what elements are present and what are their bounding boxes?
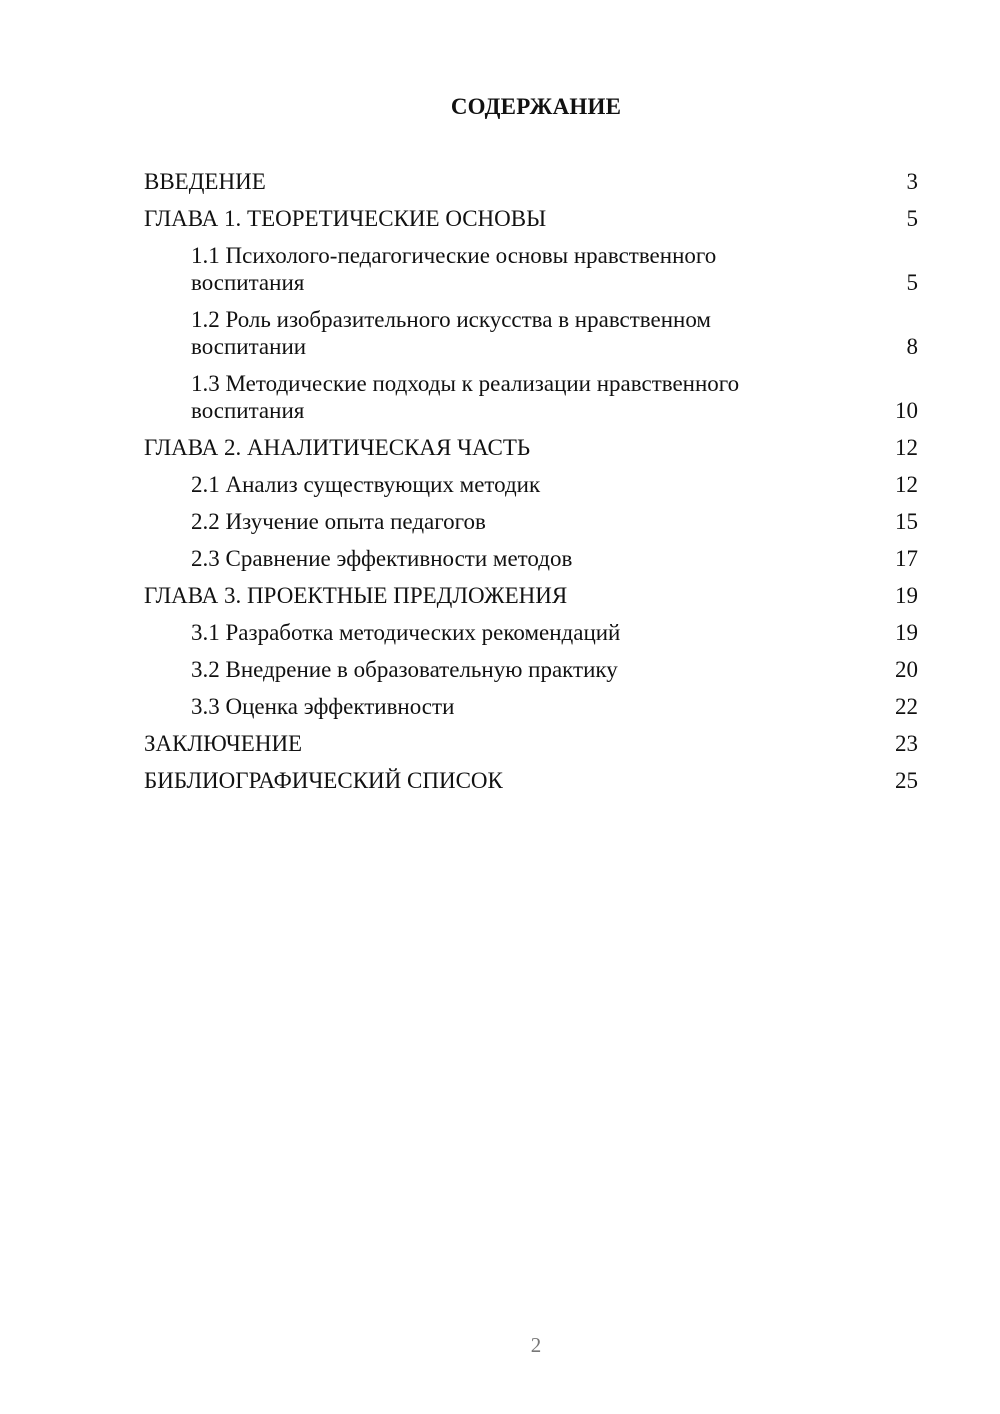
toc-entry-page: 12 [895,435,918,460]
toc-entry-page: 8 [906,334,918,359]
toc-entry-label: 3.1 Разработка методических рекомендаций [191,620,621,645]
toc-entry-chapter-3 [144,582,918,609]
table-of-contents [144,168,918,804]
page-number: 2 [530,1333,542,1357]
toc-entry-page: 19 [895,620,918,645]
toc-entry-chapter-1 [144,205,918,232]
toc-entry-page: 17 [895,546,918,571]
toc-entry-section-2-3 [144,545,918,572]
toc-entry-section-1-3 [144,370,918,424]
toc-entry-section-2-1 [144,471,918,498]
toc-entry-page: 3 [906,169,918,194]
toc-entry-page: 19 [895,583,918,608]
toc-entry-label: ГЛАВА 3. ПРОЕКТНЫЕ ПРЕДЛОЖЕНИЯ [144,583,568,608]
toc-entry-page: 5 [906,270,918,295]
toc-entry-page: 25 [895,768,918,793]
page-title: СОДЕРЖАНИЕ [450,94,622,119]
toc-entry-page: 20 [895,657,918,682]
toc-entry-section-3-2 [144,656,918,683]
toc-entry-page: 10 [895,398,918,423]
toc-entry-bibliography [144,767,918,794]
toc-entry-page: 22 [895,694,918,719]
toc-entry-conclusion [144,730,918,757]
toc-entry-page: 12 [895,472,918,497]
toc-entry-page: 15 [895,509,918,534]
toc-entry-introduction [144,168,918,195]
toc-entry-section-1-1 [144,242,918,296]
toc-entry-section-3-3 [144,693,918,720]
toc-entry-label: БИБЛИОГРАФИЧЕСКИЙ СПИСОК [144,768,503,793]
toc-entry-section-3-1 [144,619,918,646]
toc-entry-label: ВВЕДЕНИЕ [144,169,266,194]
toc-entry-label: ЗАКЛЮЧЕНИЕ [144,731,303,756]
toc-entry-label: 2.2 Изучение опыта педагогов [191,509,486,534]
toc-entry-label: 2.1 Анализ существующих методик [191,472,541,497]
toc-entry-label: 2.3 Сравнение эффективности методов [191,546,573,571]
toc-entry-label: 3.2 Внедрение в образовательную практику [191,657,618,682]
toc-entry-label: ГЛАВА 2. АНАЛИТИЧЕСКАЯ ЧАСТЬ [144,435,531,460]
toc-entry-label: ГЛАВА 1. ТЕОРЕТИЧЕСКИЕ ОСНОВЫ [144,206,547,231]
toc-entry-label: 3.3 Оценка эффективности [191,694,455,719]
toc-entry-section-2-2 [144,508,918,535]
toc-entry-page: 5 [906,206,918,231]
toc-entry-label: 1.3 Методические подходы к реализации нравственного воспитания [191,371,740,423]
toc-entry-chapter-2 [144,434,918,461]
toc-entry-label: 1.2 Роль изобразительного искусства в нравственном воспитании [191,307,711,359]
toc-entry-page: 23 [895,731,918,756]
toc-entry-label: 1.1 Психолого-педагогические основы нравственного воспитания [191,243,717,295]
toc-entry-section-1-2 [144,306,918,360]
